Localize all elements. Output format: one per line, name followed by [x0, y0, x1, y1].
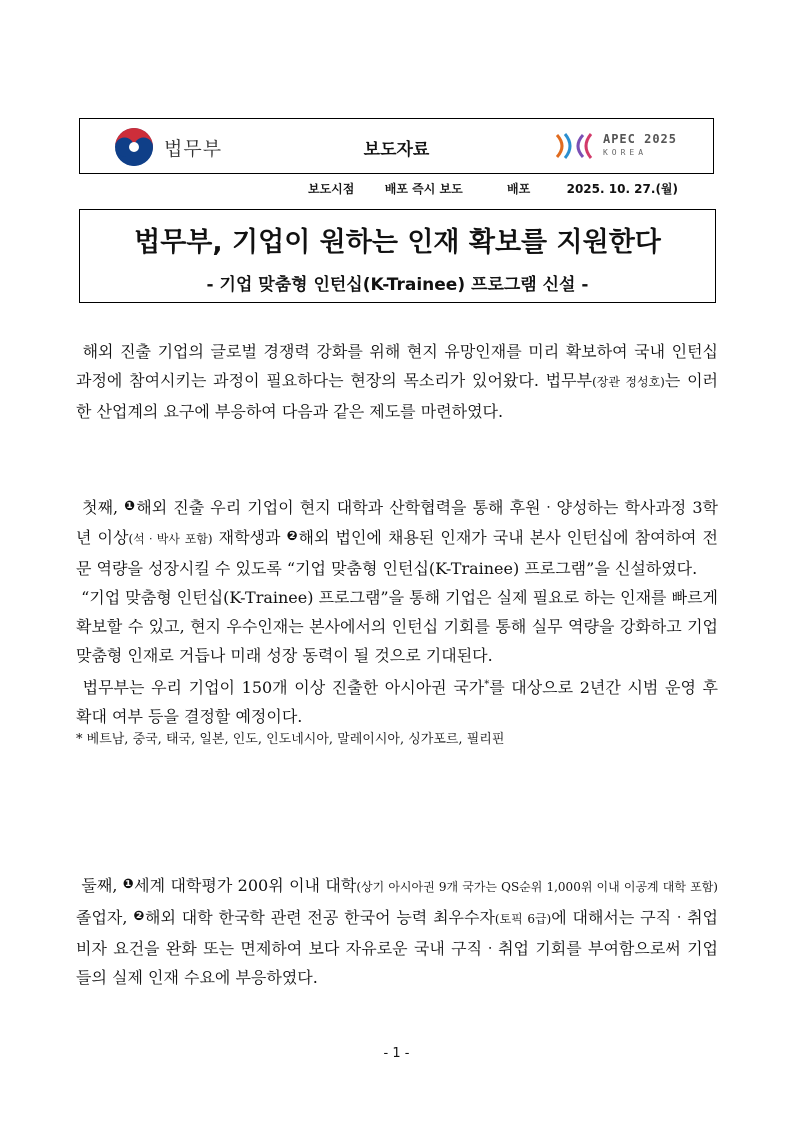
- header-box: [79, 118, 714, 174]
- apec-subtitle: KOREA: [602, 148, 648, 157]
- first-paragraph-3: 법무부는 우리 기업이 150개 이상 진출한 아시아권 국가*를 대상으로 2년간 시범 운영 후 확대 여부 등을 결정할 예정이다.: [76, 678, 718, 726]
- main-title: 법무부, 기업이 원하는 인재 확보를 지원한다: [134, 227, 661, 258]
- release-time-label: 보도시점: [308, 182, 355, 196]
- apec-title: APEC 2025: [602, 132, 677, 146]
- intro-paragraph: 해외 진출 기업의 글로벌 경쟁력 강화를 위해 현지 유망인재를 미리 확보하여 국내 인턴십 과정에 참여시키는 과정이 필요하다는 현장의 목소리가 있어왔다. 법무부(장관 정성호)는 이러한 산업계의 요구에 부응하여 다음과 같은 제도를 마련하였다.: [76, 342, 718, 421]
- release-time-value: 배포 즉시 보도: [384, 182, 463, 196]
- ministry-name: 법무부: [164, 137, 223, 160]
- second-section: [76, 870, 718, 992]
- apec-swirl-icon: [553, 131, 597, 161]
- circled-number-1: ❶: [124, 499, 137, 514]
- first-paragraph: 첫째, ❶해외 진출 우리 기업이 현지 대학과 산학협력을 통해 후원‧양성하는 학사과정 3학년 이상(석‧박사 포함) 재학생과 ❷해외 법인에 채용된 인재가 국내 본사 인턴십에 참여하여 전문 역량을 성장시킬 수 있도록 “기업 맞춤형 인턴십(K-Trainee) 프로그램”을 신설하였다.: [76, 498, 719, 578]
- first-paragraph-2: “기업 맞춤형 인턴십(K-Trainee) 프로그램”을 통해 기업은 실제 필요로 하는 인재를 빠르게 확보할 수 있고, 현지 우수인재는 본사에서의 인턴십 기회를 통해 실무 역량을 강화하고 기업 맞춤형 인재로 거듭나 미래 성장 동력이 될 것으로 기대된다.: [76, 588, 718, 665]
- second-paragraph: 둘째, ❶세계 대학평가 200위 이내 대학(상기 아시아권 9개 국가는 QS순위 1,000위 이내 이공계 대학 포함) 졸업자, ❷해외 대학 한국학 관련 전공 한국어 능력 최우수자(토픽 6급)에 대해서는 구직‧취업 비자 요건을 완화 또는 면제하여 보다 자유로운 국내 구직‧취업 기회를 부여함으로써 기업들의 실제 인재 수요에 부응하였다.: [76, 876, 718, 987]
- release-date-label: 배포: [507, 182, 531, 196]
- footnote: * 베트남, 중국, 태국, 일본, 인도, 인도네시아, 말레이시아, 싱가포르, 필리핀: [76, 732, 505, 747]
- circled-number-2b: ❷: [133, 909, 146, 924]
- circled-number-2: ❷: [286, 529, 299, 544]
- circled-number-1b: ❶: [122, 877, 135, 892]
- footnote-marker: *: [484, 679, 490, 690]
- first-section: [76, 492, 718, 749]
- page-number: - 1 -: [383, 1046, 410, 1061]
- press-release-label: 보도자료: [363, 140, 430, 160]
- title-box: [79, 209, 716, 303]
- intro-section: [76, 337, 718, 426]
- apec-logo: [553, 131, 677, 161]
- release-info: [308, 180, 678, 197]
- sub-title: - 기업 맞춤형 인턴십(K-Trainee) 프로그램 신설 -: [206, 275, 589, 295]
- release-date-value: 2025. 10. 27.(월): [566, 182, 678, 196]
